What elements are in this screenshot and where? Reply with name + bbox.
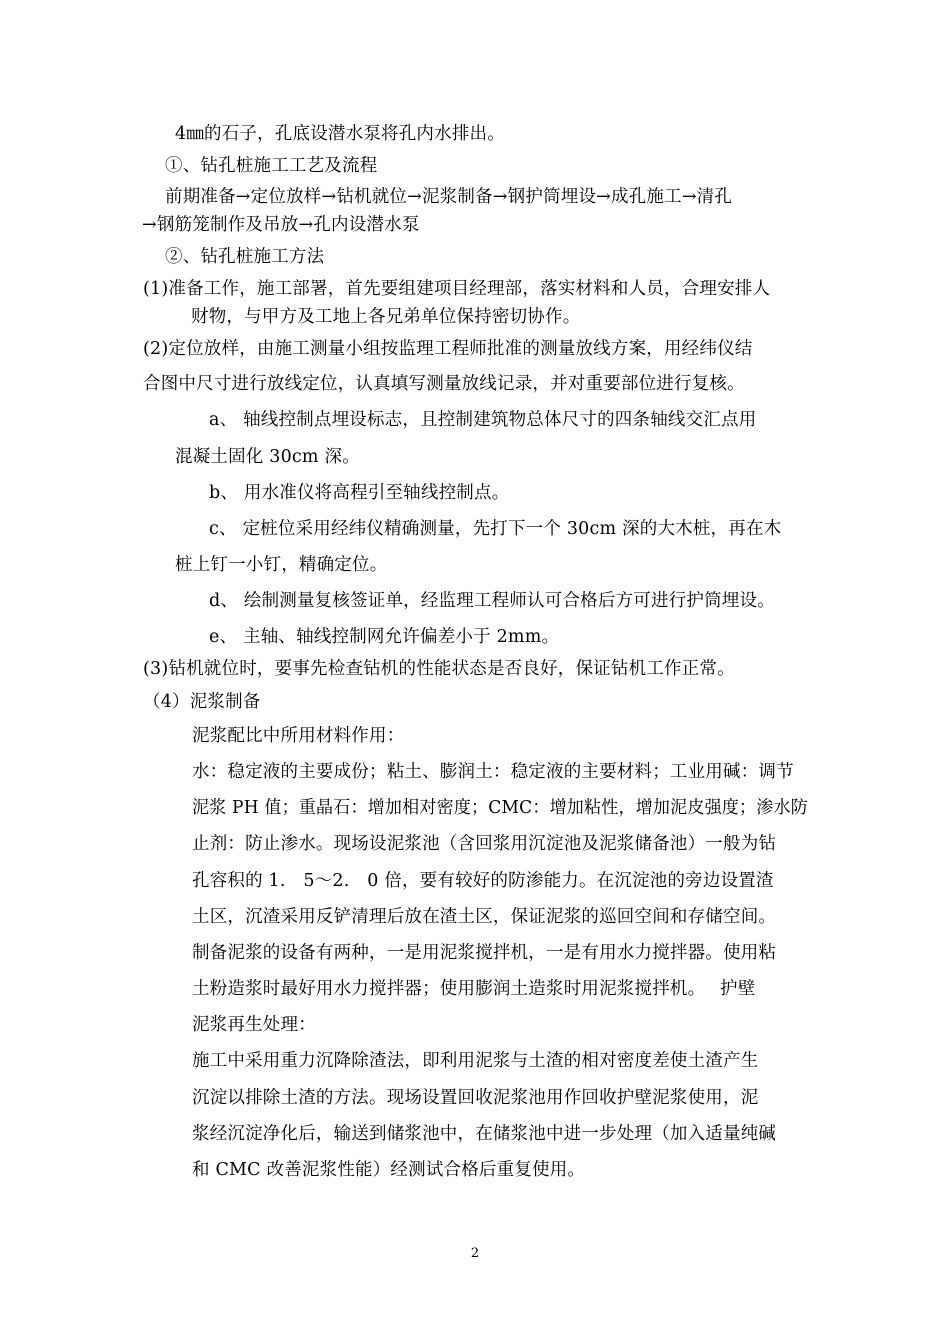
section-heading: （4）泥浆制备 [143, 692, 261, 712]
page-number: 2 [470, 1246, 480, 1261]
text-line: (3)钻机就位时，要事先检查钻机的性能状态是否良好，保证钻机工作正常。 [143, 659, 735, 679]
text-line: 泥浆 PH 值；重晶石：增加相对密度；CMC：增加粘性，增加泥皮强度；渗水防 [192, 798, 808, 818]
text-line: 孔容积的 1. 5～2. 0 倍，要有较好的防渗能力。在沉淀池的旁边设置渣 [192, 871, 774, 891]
text-line: →钢筋笼制作及吊放→孔内设潜水泵 [142, 215, 420, 235]
text-line: (1)准备工作，施工部署，首先要组建项目经理部，落实材料和人员，合理安排人 [143, 279, 771, 299]
text-line: d、 绘制测量复核签证单，经监理工程师认可合格后方可进行护筒埋设。 [209, 591, 775, 611]
text-line: 水：稳定液的主要成份；粘土、膨润土：稳定液的主要材料；工业用碱：调节 [192, 762, 794, 782]
text-line: 财物，与甲方及工地上各兄弟单位保持密切协作。 [191, 307, 581, 327]
text-line: 和 CMC 改善泥浆性能）经测试合格后重复使用。 [192, 1160, 586, 1180]
text-line: 制备泥浆的设备有两种，一是用泥浆搅拌机，一是有用水力搅拌器。使用粘 [192, 943, 777, 963]
text-line: 止剂：防止渗水。现场设泥浆池（含回浆用沉淀池及泥浆储备池）一般为钻 [192, 834, 777, 854]
text-line: 4㎜的石子，孔底设潜水泵将孔内水排出。 [175, 124, 505, 144]
section-heading: ②、钻孔桩施工方法 [165, 247, 325, 267]
text-line: e、 主轴、轴线控制网允许偏差小于 2mm。 [209, 627, 560, 647]
text-line: 前期准备→定位放样→钻机就位→泥浆制备→钢护筒埋设→成孔施工→清孔 [165, 187, 733, 207]
text-line: 合图中尺寸进行放线定位，认真填写测量放线记录，并对重要部位进行复核。 [143, 374, 745, 394]
text-line: b、 用水准仪将高程引至轴线控制点。 [209, 483, 510, 503]
text-line: (2)定位放样，由施工测量小组按监理工程师批准的测量放线方案，用经纬仪结 [143, 339, 753, 359]
text-line: a、 轴线控制点埋设标志，且控制建筑物总体尺寸的四条轴线交汇点用 [209, 410, 757, 430]
text-line: c、 定桩位采用经纬仪精确测量，先打下一个 30cm 深的大木桩，再在木 [209, 519, 782, 539]
text-line: 泥浆再生处理： [192, 1015, 316, 1035]
text-line: 土粉造浆时最好用水力搅拌器；使用膨润土造浆时用泥浆搅拌机。 护壁 [192, 979, 756, 999]
text-line: 浆经沉淀净化后，输送到储浆池中，在储浆池中进一步处理（加入适量纯碱 [192, 1124, 777, 1144]
text-line: 施工中采用重力沉降除渣法，即利用泥浆与土渣的相对密度差使土渣产生 [192, 1051, 759, 1071]
text-line: 桩上钉一小钉，精确定位。 [175, 555, 388, 575]
text-line: 泥浆配比中所用材料作用： [192, 726, 405, 746]
section-heading: ①、钻孔桩施工工艺及流程 [165, 156, 378, 176]
text-line: 土区，沉渣采用反铲清理后放在渣土区，保证泥浆的巡回空间和存储空间。 [192, 907, 777, 927]
text-line: 沉淀以排除土渣的方法。现场设置回收泥浆池用作回收护壁泥浆使用，泥 [192, 1088, 759, 1108]
text-line: 混凝土固化 30cm 深。 [175, 447, 360, 467]
